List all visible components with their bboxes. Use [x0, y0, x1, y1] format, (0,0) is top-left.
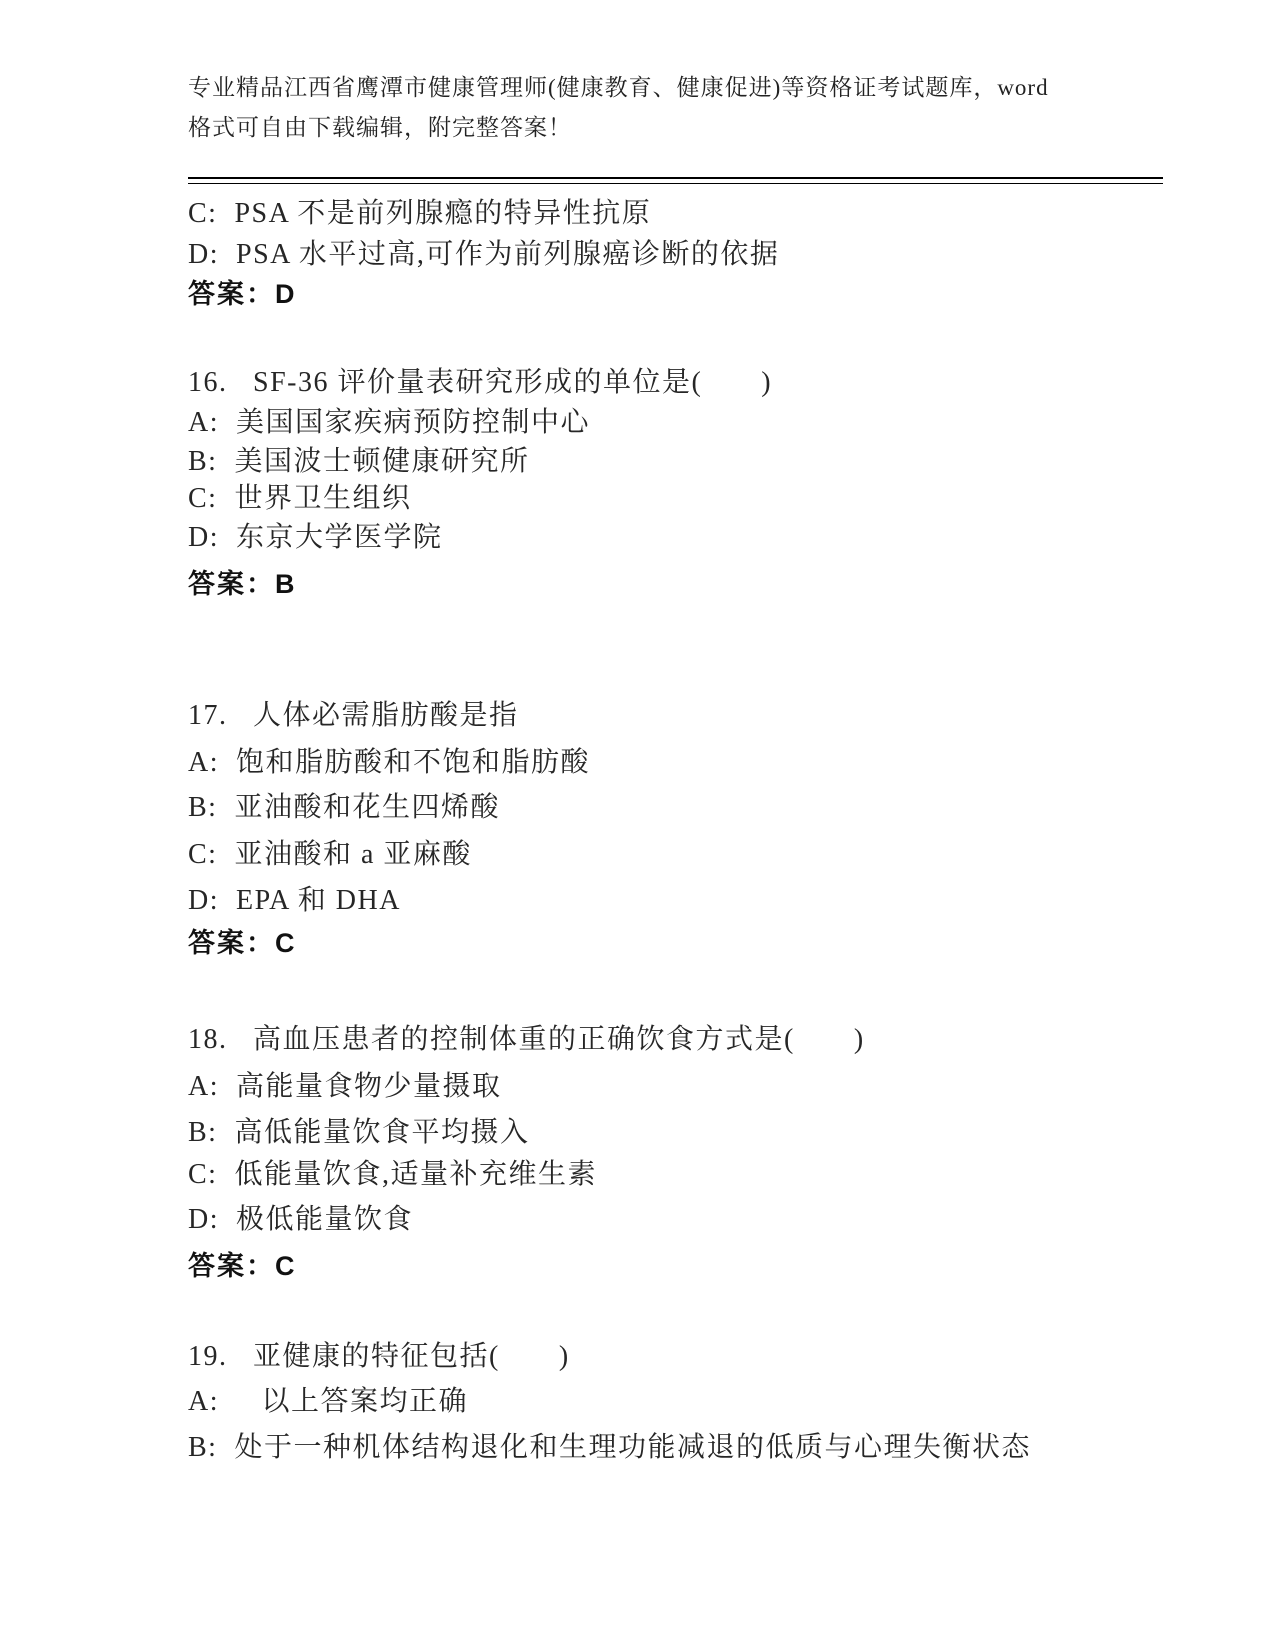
- q18-answer: 答案：C: [188, 1251, 297, 1281]
- q19-option-b: B: 处于一种机体结构退化和生理功能减退的低质与心理失衡状态: [188, 1432, 1031, 1463]
- q16-title: 16. SF-36 评价量表研究形成的单位是( ): [188, 367, 773, 398]
- q17-title: 17. 人体必需脂肪酸是指: [188, 700, 519, 731]
- header-text-line-1: 专业精品江西省鹰潭市健康管理师(健康教育、健康促进)等资格证考试题库，word: [188, 75, 1049, 100]
- q18-option-a: A: 高能量食物少量摄取: [188, 1071, 502, 1102]
- q17-option-c: C: 亚油酸和 a 亚麻酸: [188, 839, 472, 870]
- q18-option-c: C: 低能量饮食,适量补充维生素: [188, 1159, 597, 1190]
- q15-answer: 答案：D: [188, 279, 297, 309]
- q18-option-d: D: 极低能量饮食: [188, 1204, 414, 1235]
- q16-option-c: C: 世界卫生组织: [188, 483, 412, 514]
- q16-answer: 答案：B: [188, 569, 297, 599]
- q18-title: 18. 高血压患者的控制体重的正确饮食方式是( ): [188, 1024, 865, 1055]
- q16-option-b: B: 美国波士顿健康研究所: [188, 446, 530, 477]
- q15-option-d: D: PSA 水平过高,可作为前列腺癌诊断的依据: [188, 239, 780, 270]
- q17-option-b: B: 亚油酸和花生四烯酸: [188, 792, 500, 823]
- q19-title: 19. 亚健康的特征包括( ): [188, 1341, 570, 1372]
- header-text-line-2: 格式可自由下载编辑，附完整答案！: [188, 115, 572, 140]
- q18-option-b: B: 高低能量饮食平均摄入: [188, 1117, 530, 1148]
- q16-option-a: A: 美国国家疾病预防控制中心: [188, 407, 591, 438]
- q15-option-c: C: PSA 不是前列腺瘾的特异性抗原: [188, 198, 652, 229]
- q16-option-d: D: 东京大学医学院: [188, 522, 443, 553]
- q17-answer: 答案：C: [188, 928, 297, 958]
- q17-option-d: D: EPA 和 DHA: [188, 885, 401, 916]
- q19-option-a: A: 以上答案均正确: [188, 1386, 469, 1417]
- header-rule: [188, 177, 1163, 184]
- q17-option-a: A: 饱和脂肪酸和不饱和脂肪酸: [188, 747, 591, 778]
